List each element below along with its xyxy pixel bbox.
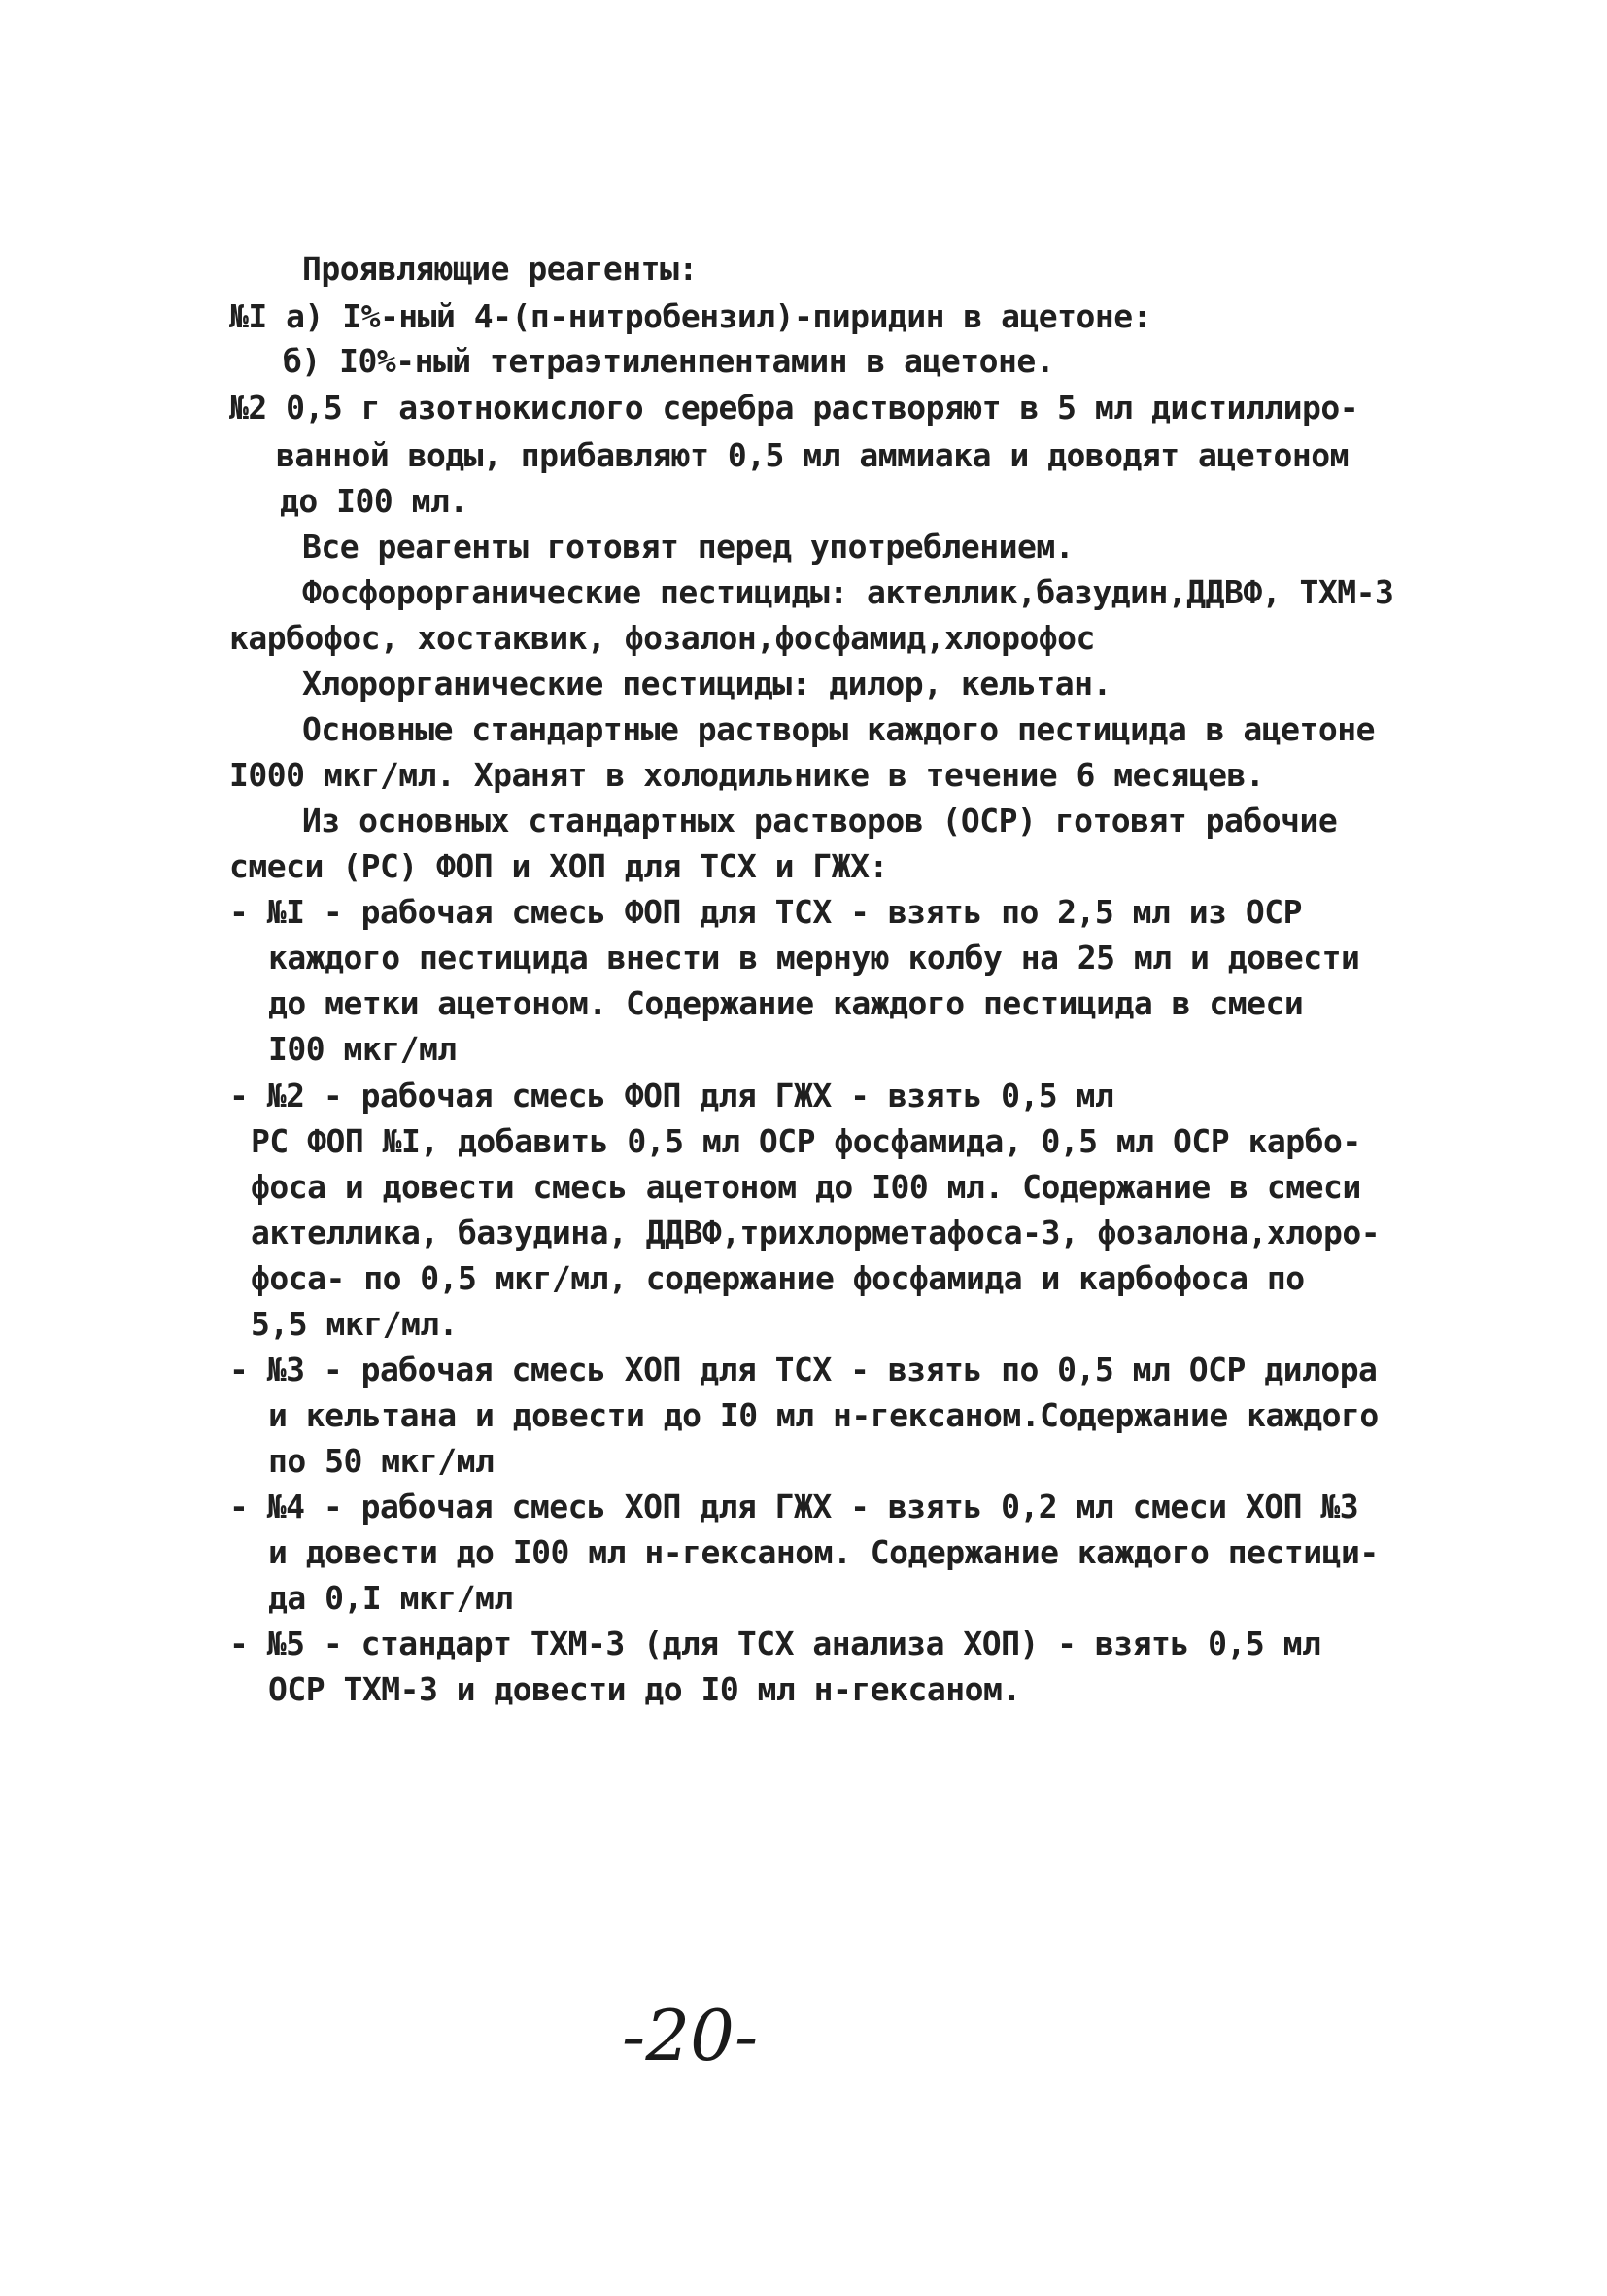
text-line: по 50 мкг/мл bbox=[268, 1442, 495, 1480]
text-line: актеллика, базудина, ДДВФ,трихлорметафоса-3, фозалона,хлоро- bbox=[251, 1214, 1381, 1251]
text-line: ОСР ТХМ-3 и довести до I0 мл н-гексаном. bbox=[268, 1670, 1021, 1708]
text-line: смеси (РС) ФОП и ХОП для ТСХ и ГЖХ: bbox=[229, 847, 888, 885]
text-line: 5,5 мкг/мл. bbox=[251, 1305, 459, 1343]
text-line: и кельтана и довести до I0 мл н-гексаном.Содержание каждого bbox=[268, 1396, 1379, 1434]
text-line: Фосфорорганические пестициды: актеллик,базудин,ДДВФ, ТХМ-3 bbox=[302, 573, 1394, 611]
text-line: б) I0%-ный тетраэтиленпентамин в ацетоне. bbox=[283, 342, 1055, 380]
text-line: Хлорорганические пестициды: дилор, кельтан. bbox=[302, 665, 1111, 703]
text-line: Все реагенты готовят перед употреблением. bbox=[302, 528, 1075, 565]
text-line: фоса и довести смесь ацетоном до I00 мл. Содержание в смеси bbox=[251, 1168, 1361, 1206]
text-line: РС ФОП №I, добавить 0,5 мл ОСР фосфамида, 0,5 мл ОСР карбо- bbox=[251, 1122, 1361, 1160]
text-line: Из основных стандартных растворов (ОСР) готовят рабочие bbox=[302, 802, 1338, 840]
text-line: I000 мкг/мл. Хранят в холодильнике в течение 6 месяцев. bbox=[229, 756, 1265, 794]
text-line: - №4 - рабочая смесь ХОП для ГЖХ - взять 0,2 мл смеси ХОП №3 bbox=[229, 1488, 1359, 1525]
text-line: - №I - рабочая смесь ФОП для ТСХ - взять по 2,5 мл из ОСР bbox=[229, 893, 1302, 931]
text-line: каждого пестицида внести в мерную колбу на 25 мл и довести bbox=[268, 939, 1360, 977]
text-line: I00 мкг/мл bbox=[268, 1030, 457, 1068]
text-line: №2 0,5 г азотнокислого серебра растворяют в 5 мл дистиллиро- bbox=[229, 389, 1359, 427]
text-line: и довести до I00 мл н-гексаном. Содержание каждого пестици- bbox=[268, 1533, 1379, 1571]
text-line: до I00 мл. bbox=[280, 482, 468, 520]
text-line: до метки ацетоном. Содержание каждого пестицида в смеси bbox=[268, 984, 1304, 1022]
page-number: -20- bbox=[622, 1995, 759, 2076]
text-line: - №2 - рабочая смесь ФОП для ГЖХ - взять 0,5 мл bbox=[229, 1077, 1114, 1114]
text-line: - №5 - стандарт ТХМ-3 (для ТСХ анализа ХОП) - взять 0,5 мл bbox=[229, 1625, 1321, 1662]
text-line: №I а) I%-ный 4-(п-нитробензил)-пиридин в ацетоне: bbox=[229, 297, 1152, 335]
text-line: карбофос, хостаквик, фозалон,фосфамид,хлорофос bbox=[229, 619, 1095, 657]
text-line: Основные стандартные растворы каждого пестицида в ацетоне bbox=[302, 710, 1375, 748]
text-line: фоса- по 0,5 мкг/мл, содержание фосфамида и карбофоса по bbox=[251, 1259, 1305, 1297]
text-line: ванной воды, прибавляют 0,5 мл аммиака и доводят ацетоном bbox=[276, 436, 1349, 474]
text-line: Проявляющие реагенты: bbox=[302, 250, 698, 288]
text-line: да 0,I мкг/мл bbox=[268, 1579, 513, 1617]
text-line: - №3 - рабочая смесь ХОП для ТСХ - взять по 0,5 мл ОСР дилора bbox=[229, 1351, 1378, 1388]
